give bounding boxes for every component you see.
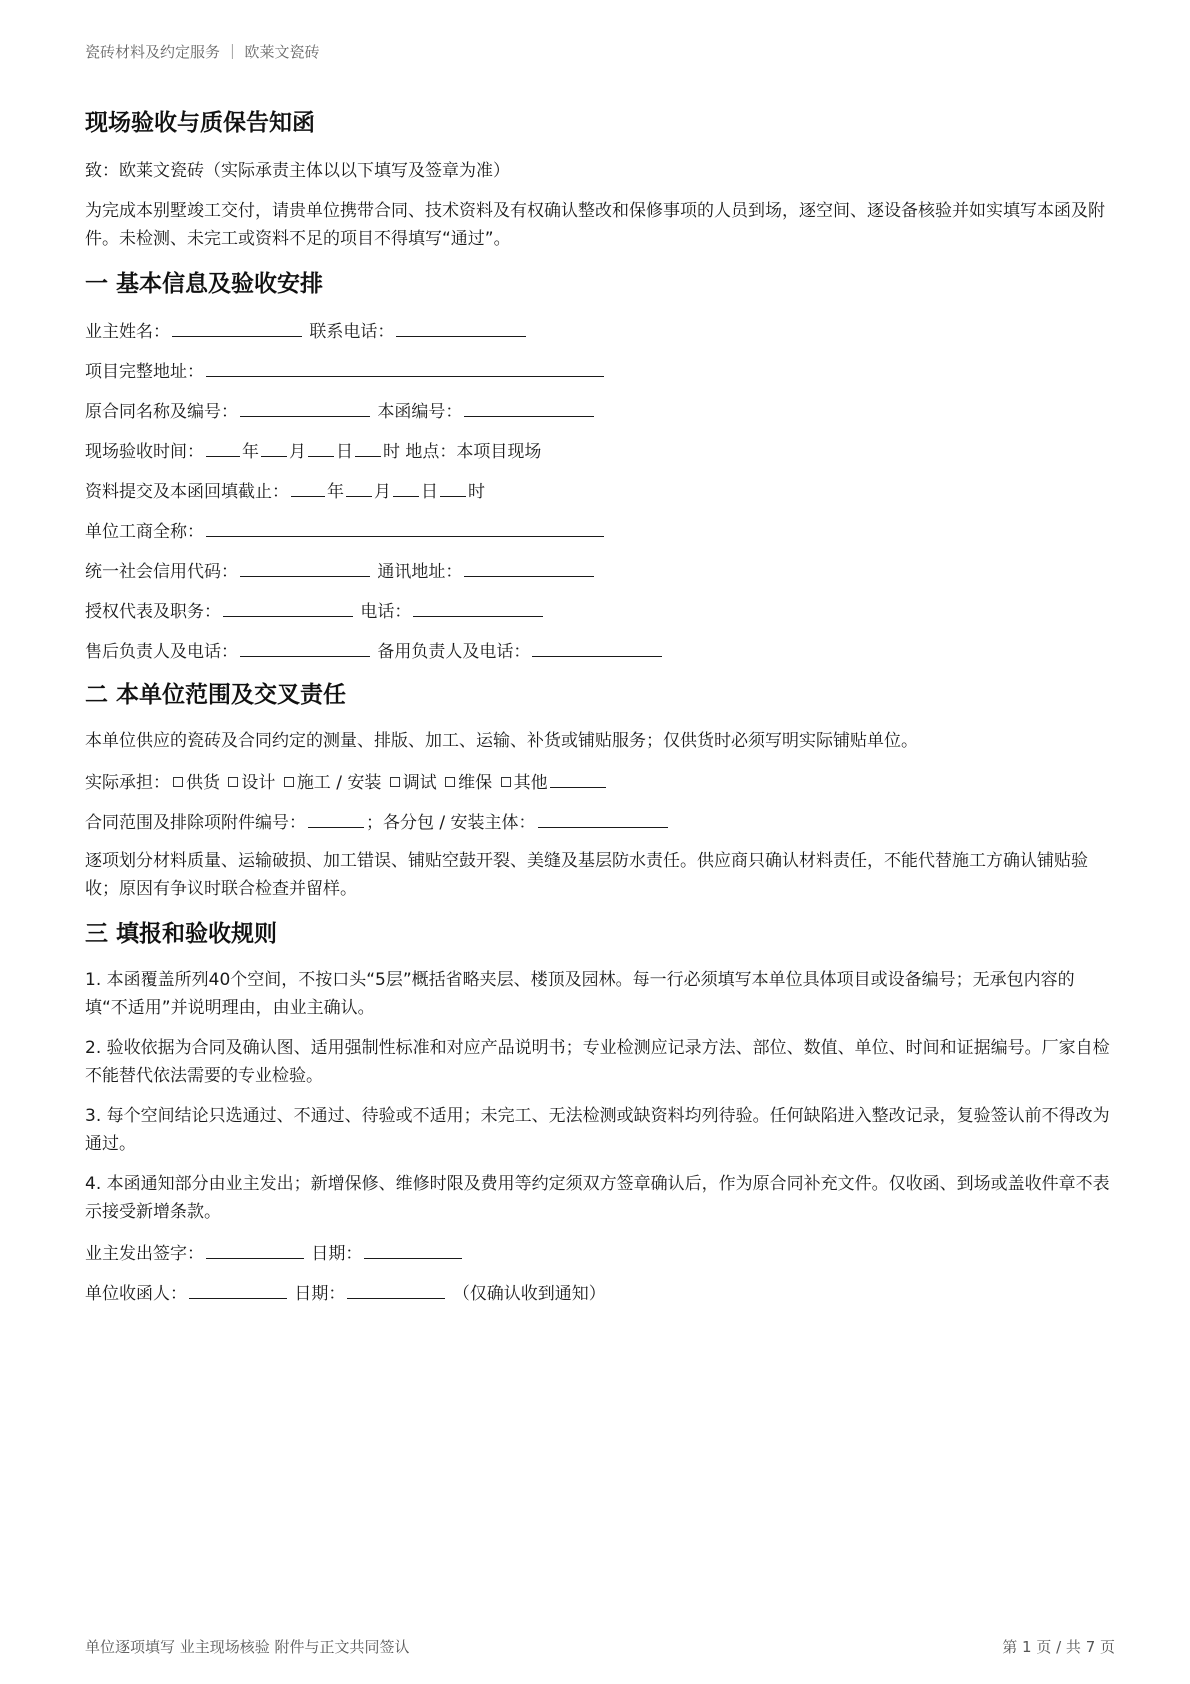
owner-sign-label: 业主发出签字： (85, 1244, 204, 1264)
receiver-date-field[interactable] (347, 1278, 445, 1299)
actual-role-row (85, 767, 1115, 795)
inspection-time-row (85, 436, 1115, 464)
commissioning-checkbox[interactable] (390, 777, 400, 787)
page-number: 第 1 页 / 共 7 页 (1002, 1638, 1115, 1656)
other-checkbox[interactable] (501, 777, 511, 787)
receipt-note: （仅确认收到通知） (452, 1284, 606, 1304)
backup-contact-label: 备用负责人及电话： (377, 642, 531, 662)
month-label: 月 (374, 482, 391, 502)
rules-list (85, 966, 1115, 1226)
authorized-rep-row (85, 596, 1115, 624)
design-checkbox[interactable] (228, 777, 238, 787)
contract-row (85, 396, 1115, 424)
construction-option-label: 施工 / 安装 (296, 773, 382, 793)
hour-label: 时 (468, 482, 485, 502)
responsibility-paragraph: 逐项划分材料质量、运输破损、加工错误、铺贴空鼓开裂、美缝及基层防水责任。供应商只确认材料责任，不能代替施工方确认铺贴验收；原因有争议时联合检查并留样。 (85, 851, 1088, 899)
location-text: 地点：本项目现场 (405, 442, 542, 462)
owner-name-field[interactable] (172, 316, 302, 337)
inspection-month-field[interactable] (261, 436, 287, 457)
intro-paragraph: 为完成本别墅竣工交付，请贵单位携带合同、技术资料及有权确认整改和保修事项的人员到场，逐空间、逐设备核验并如实填写本函及附件。未检测、未完工或资料不足的项目不得填写“通过”。 (85, 201, 1105, 249)
year-label: 年 (327, 482, 344, 502)
annex-label: 合同范围及排除项附件编号： (85, 813, 306, 833)
actual-role-label: 实际承担： (85, 773, 170, 793)
owner-date-label: 日期： (311, 1244, 363, 1264)
rule-item: 4. 本函通知部分由业主发出；新增保修、维修时限及费用等约定须双方签章确认后，作为原合同补充文件。仅收函、到场或盖收件章不表示接受新增条款。 (85, 1174, 1110, 1222)
mail-address-field[interactable] (464, 556, 594, 577)
other-option-label: 其他 (513, 773, 548, 793)
project-address-label: 项目完整地址： (85, 362, 204, 382)
hour-label: 时 (383, 442, 400, 462)
owner-date-field[interactable] (364, 1238, 462, 1259)
annex-separator: ；各分包 / 安装主体： (366, 813, 536, 833)
day-label: 日 (421, 482, 438, 502)
deadline-hour-field[interactable] (440, 476, 466, 497)
project-address-field[interactable] (206, 356, 604, 377)
contact-phone-label: 联系电话： (309, 322, 395, 342)
other-field[interactable] (550, 767, 606, 788)
maintenance-checkbox[interactable] (445, 777, 455, 787)
maintenance-option-label: 维保 (458, 773, 493, 793)
contract-name-label: 原合同名称及编号： (85, 402, 238, 422)
owner-sign-field[interactable] (206, 1238, 304, 1259)
letter-number-field[interactable] (464, 396, 594, 417)
receiver-label: 单位收函人： (85, 1284, 187, 1304)
owner-sign-row (85, 1238, 1115, 1266)
inspection-time-label: 现场验收时间： (85, 442, 204, 462)
letter-number-label: 本函编号： (377, 402, 463, 422)
submission-deadline-label: 资料提交及本函回填截止： (85, 482, 289, 502)
deadline-row (85, 476, 1115, 504)
rule-item: 1. 本函覆盖所列40个空间，不按口头“5层”概括省略夹层、楼顶及园林。每一行必须填写本单位具体项目或设备编号；无承包内容的填“不适用”并说明理由，由业主确认。 (85, 970, 1075, 1018)
document-body (85, 104, 1115, 1318)
authorized-rep-label: 授权代表及职务： (85, 602, 221, 622)
aftersales-contact-field[interactable] (240, 636, 370, 657)
phone-label: 电话： (360, 602, 412, 622)
company-name-field[interactable] (206, 516, 604, 537)
receiver-date-label: 日期： (294, 1284, 346, 1304)
rule-item: 3. 每个空间结论只选通过、不通过、待验或不适用；未完工、无法检测或缺资料均列待验。任何缺陷进入整改记录，复验签认前不得改为通过。 (85, 1106, 1110, 1154)
supply-checkbox[interactable] (173, 777, 183, 787)
inspection-day-field[interactable] (308, 436, 334, 457)
receiver-field[interactable] (189, 1278, 287, 1299)
aftersales-contact-label: 售后负责人及电话： (85, 642, 238, 662)
owner-row (85, 316, 1115, 344)
document-title: 现场验收与质保告知函 (85, 110, 315, 136)
scope-paragraph: 本单位供应的瓷砖及合同约定的测量、排版、加工、运输、补货或铺贴服务；仅供货时必须写明实际铺贴单位。 (85, 731, 918, 751)
deadline-year-field[interactable] (291, 476, 325, 497)
backup-contact-field[interactable] (532, 636, 662, 657)
annex-row (85, 807, 1115, 835)
inspection-hour-field[interactable] (355, 436, 381, 457)
aftersales-row (85, 636, 1115, 664)
design-option-label: 设计 (241, 773, 276, 793)
mail-address-label: 通讯地址： (377, 562, 463, 582)
construction-checkbox[interactable] (284, 777, 294, 787)
section-2-heading: 二 本单位范围及交叉责任 (85, 682, 347, 708)
recipient-line: 致：欧莱文瓷砖（实际承责主体以以下填写及签章为准） (85, 161, 510, 181)
commissioning-option-label: 调试 (402, 773, 437, 793)
month-label: 月 (289, 442, 306, 462)
section-3-heading: 三 填报和验收规则 (85, 921, 278, 947)
company-name-row (85, 516, 1115, 544)
footer-note: 单位逐项填写 业主现场核验 附件与正文共同签认 (85, 1638, 410, 1656)
annex-number-field[interactable] (308, 807, 364, 828)
credit-code-field[interactable] (240, 556, 370, 577)
credit-code-label: 统一社会信用代码： (85, 562, 238, 582)
receiver-row (85, 1278, 1115, 1306)
day-label: 日 (336, 442, 353, 462)
page-footer (85, 1636, 1115, 1657)
owner-name-label: 业主姓名： (85, 322, 170, 342)
subcontractor-field[interactable] (538, 807, 668, 828)
supply-option-label: 供货 (186, 773, 220, 793)
page-header: 瓷砖材料及约定服务 ｜ 欧莱文瓷砖 (85, 43, 320, 61)
inspection-year-field[interactable] (206, 436, 240, 457)
contact-phone-field[interactable] (396, 316, 526, 337)
deadline-month-field[interactable] (346, 476, 372, 497)
year-label: 年 (242, 442, 259, 462)
phone-field[interactable] (413, 596, 543, 617)
authorized-rep-field[interactable] (223, 596, 353, 617)
credit-code-row (85, 556, 1115, 584)
company-name-label: 单位工商全称： (85, 522, 204, 542)
section-1-heading: 一 基本信息及验收安排 (85, 271, 324, 297)
deadline-day-field[interactable] (393, 476, 419, 497)
address-row (85, 356, 1115, 384)
rule-item: 2. 验收依据为合同及确认图、适用强制性标准和对应产品说明书；专业检测应记录方法、部位、数值、单位、时间和证据编号。厂家自检不能替代依法需要的专业检验。 (85, 1038, 1110, 1086)
contract-name-field[interactable] (240, 396, 370, 417)
